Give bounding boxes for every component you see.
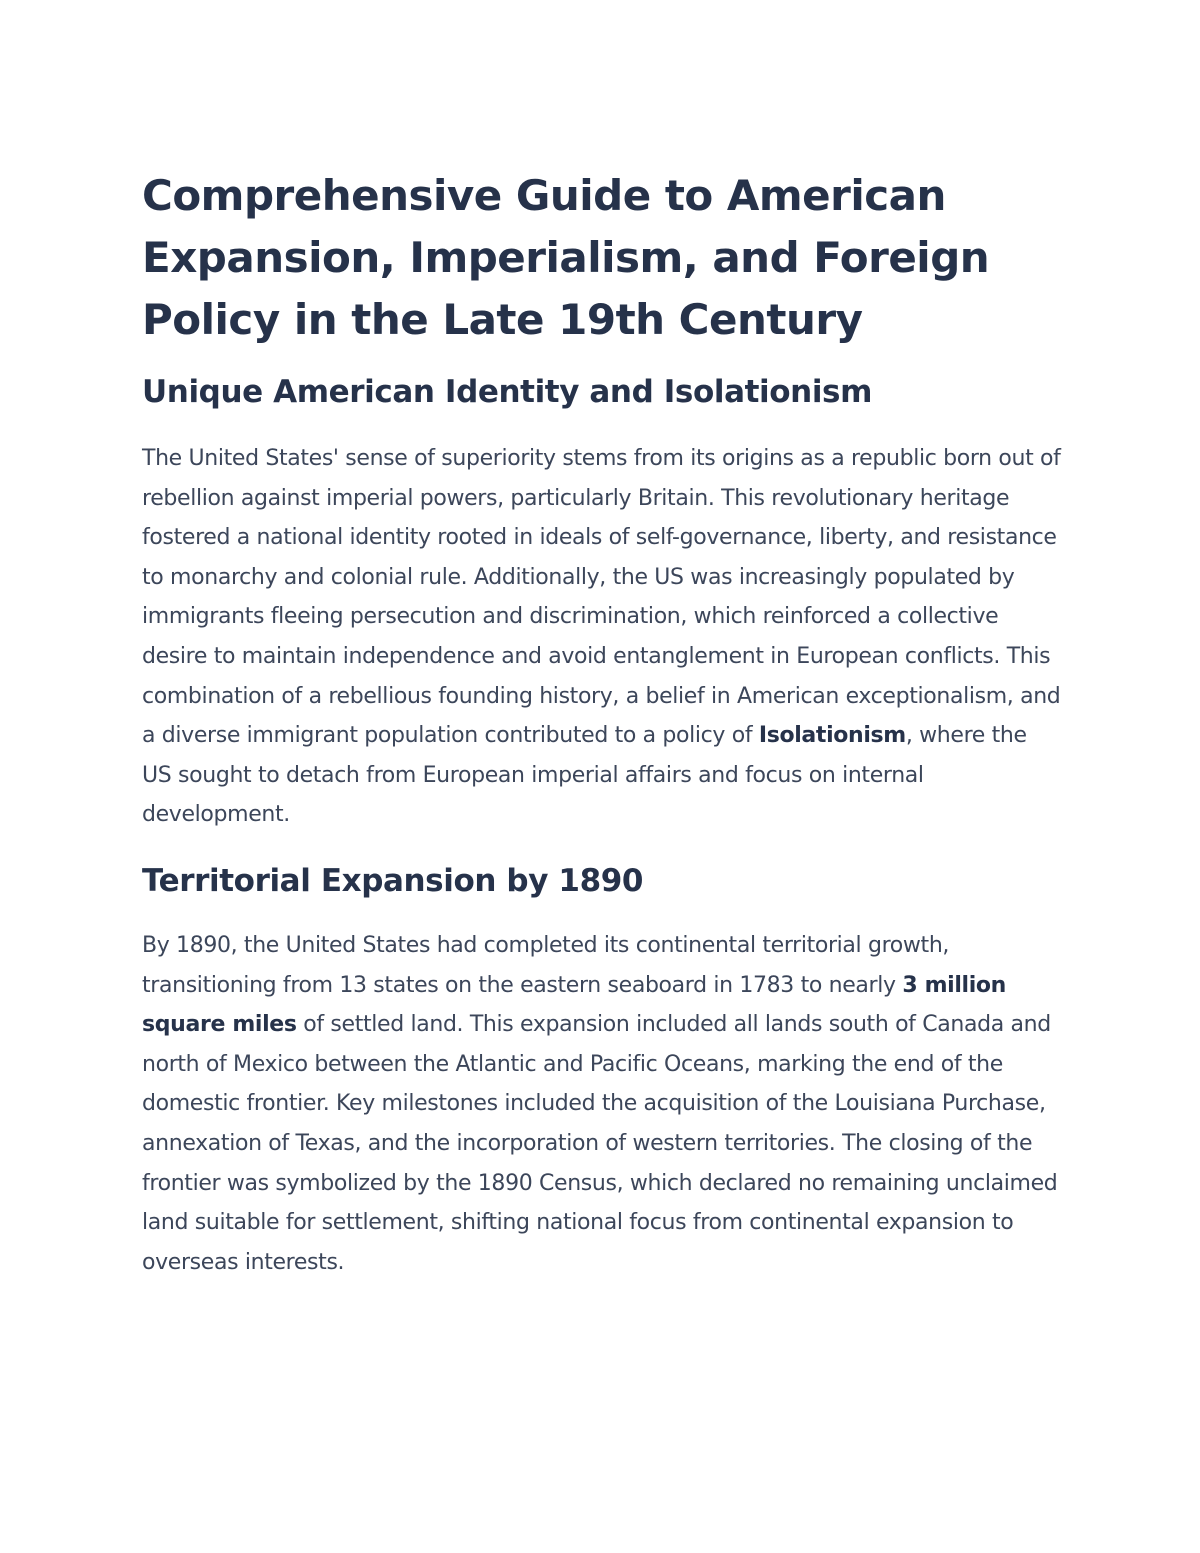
bold-term: 3 million square miles (142, 972, 1006, 1038)
paragraph-text: The United States' sense of superiority stems from its origins as a republic born out of rebellion against imperial powers, particularly Britain. This revolutionary heritage fostered a national identity rooted in ideals of self-governance, liberty, and resistance to monarchy and colonial rule. Additionally, the US was increasingly populated by immigrants fleeing persecution and discrimination, which reinforced a collective desire to maintain independence and avoid entanglement in European conflicts. This combination of a rebellious founding history, a belief in American exceptionalism, and a diverse immigrant population contributed to a policy of (142, 446, 1061, 749)
paragraph-text: , where the US sought to detach from European imperial affairs and focus on internal development. (142, 723, 1027, 828)
section-heading-isolationism: Unique American Identity and Isolationism (142, 374, 873, 410)
document-title: Comprehensive Guide to American Expansion, Imperialism, and Foreign Policy in the Late 19th Century (142, 171, 990, 344)
section-heading-territorial-expansion: Territorial Expansion by 1890 (142, 862, 644, 899)
bold-term: Isolationism (758, 723, 906, 749)
section-paragraph-isolationism (142, 439, 1062, 835)
paragraph-text: By 1890, the United States had completed its continental territorial growth, transitioning from 13 states on the eastern seaboard in 1783 to nearly (142, 932, 950, 998)
section-paragraph-territorial-expansion (142, 926, 1062, 1282)
document-page (142, 165, 1062, 1282)
paragraph-text: of settled land. This expansion included all lands south of Canada and north of Mexico between the Atlantic and Pacific Oceans, marking the end of the domestic frontier. Key milestones included the acquisition of the Louisiana Purchase, annexation of Texas, and the incorporation of western territories. The closing of the frontier was symbolized by the 1890 Census, which declared no remaining unclaimed land suitable for settlement, shifting national focus from continental expansion to overseas interests. (142, 1012, 1058, 1275)
